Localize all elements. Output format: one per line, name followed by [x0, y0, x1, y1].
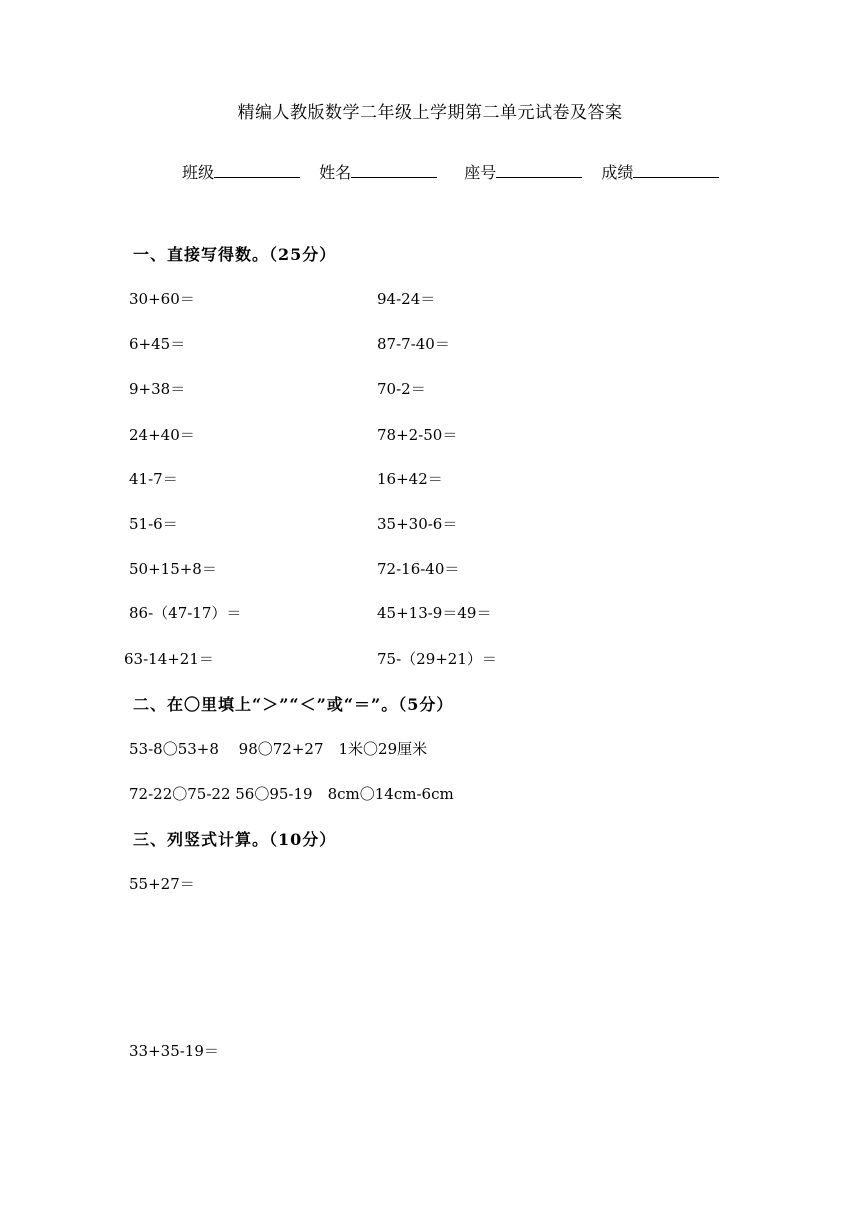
problem: 45+13-9＝49＝ [377, 604, 492, 622]
class-field [182, 160, 300, 183]
problem: 30+60＝ [129, 290, 195, 308]
vertical-calc-item: 55+27＝ [129, 875, 195, 893]
name-blank[interactable] [351, 161, 437, 178]
comparison-line: 72-22〇75-22 56〇95-19 8cm〇14cm-6cm [129, 785, 454, 803]
class-blank[interactable] [214, 161, 300, 178]
problem: 72-16-40＝ [377, 560, 460, 578]
problem: 50+15+8＝ [129, 560, 217, 578]
seat-label: 座号 [464, 163, 497, 182]
seat-field [464, 160, 582, 183]
problem: 6+45＝ [129, 335, 186, 353]
problem: 35+30-6＝ [377, 515, 458, 533]
problem: 24+40＝ [129, 426, 195, 444]
comparison-line: 53-8〇53+8 98〇72+27 1米〇29厘米 [129, 740, 428, 758]
section1-heading: 一、直接写得数。（25分） [133, 245, 337, 264]
problem: 75-（29+21）＝ [377, 650, 497, 668]
name-label: 姓名 [319, 163, 352, 182]
student-info-row [182, 160, 733, 183]
problem: 78+2-50＝ [377, 426, 458, 444]
problem: 41-7＝ [129, 470, 178, 488]
name-field [319, 160, 437, 183]
score-label: 成绩 [601, 163, 634, 182]
section2-heading: 二、在〇里填上“＞”“＜”或“＝”。（5分） [133, 695, 454, 714]
seat-blank[interactable] [496, 161, 582, 178]
problem: 87-7-40＝ [377, 335, 450, 353]
vertical-calc-item: 33+35-19＝ [129, 1042, 219, 1060]
problem: 94-24＝ [377, 290, 436, 308]
problem: 70-2＝ [377, 380, 426, 398]
problem: 63-14+21＝ [124, 650, 214, 668]
problem: 51-6＝ [129, 515, 178, 533]
problem: 9+38＝ [129, 380, 186, 398]
problem: 16+42＝ [377, 470, 443, 488]
score-field [601, 160, 719, 183]
score-blank[interactable] [633, 161, 719, 178]
problem: 86-（47-17）＝ [129, 604, 242, 622]
class-label: 班级 [182, 163, 215, 182]
page-title: 精编人教版数学二年级上学期第二单元试卷及答案 [237, 103, 623, 123]
section3-heading: 三、列竖式计算。（10分） [133, 830, 337, 849]
